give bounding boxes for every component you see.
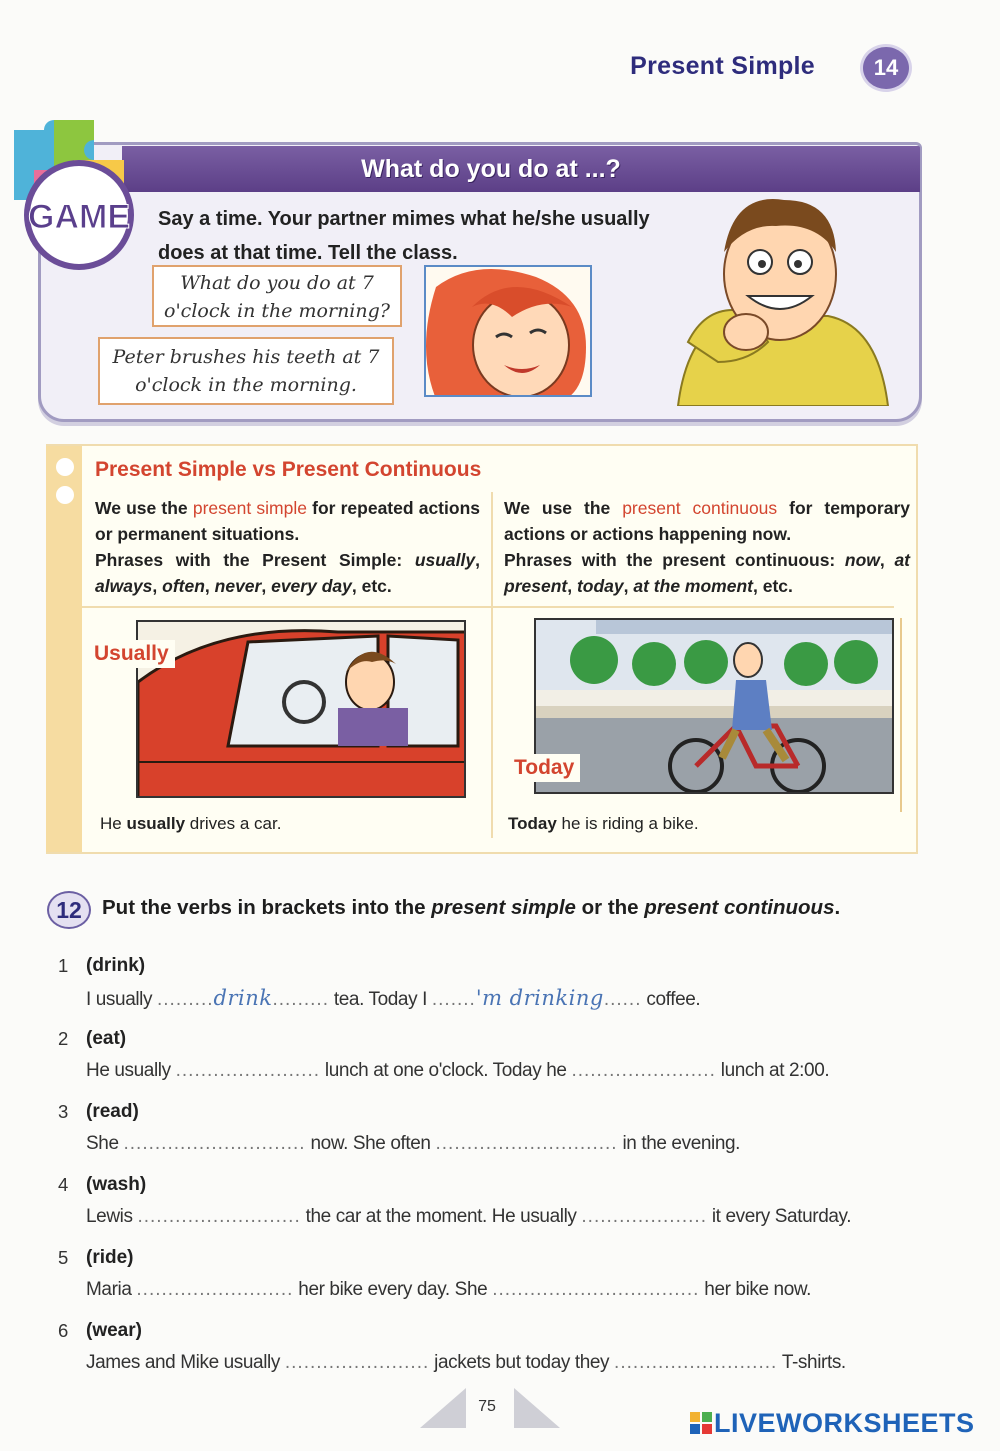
answer-blank[interactable]: ......................... xyxy=(136,1279,294,1300)
game-heading: What do you do at ...? xyxy=(361,154,621,183)
answer-blank[interactable]: ............................. xyxy=(123,1133,306,1154)
answer-blank[interactable]: ....................... xyxy=(284,1352,430,1373)
item-number: 2 xyxy=(58,1028,69,1049)
item-number: 3 xyxy=(58,1101,69,1122)
answer-blank[interactable]: 'm drinking xyxy=(475,986,604,1010)
item-verb: (wear) xyxy=(86,1320,142,1341)
speech-bubble-answer: Peter brushes his teeth at 7 o'clock in the morning. xyxy=(98,337,394,405)
game-banner xyxy=(122,146,920,192)
item-verb: (read) xyxy=(86,1101,139,1122)
exercise-sentence: Maria ......................... her bike every day. She ................................. her bike now. xyxy=(86,1279,812,1300)
footer-decoration-left xyxy=(420,1388,470,1428)
girl-illustration xyxy=(424,265,592,397)
exercise-sentence: She ............................. now. She often ............................. in the evening. xyxy=(86,1133,741,1154)
exercise-sentence: Lewis .......................... the car at the moment. He usually .................... it every Saturday. xyxy=(86,1206,852,1227)
game-instructions: Say a time. Your partner mimes what he/she usually does at that time. Tell the class. xyxy=(158,208,650,264)
item-number: 1 xyxy=(58,955,69,976)
row-divider xyxy=(82,606,894,608)
man-riding-bike-illustration xyxy=(534,618,894,794)
decorative-dot xyxy=(56,458,74,476)
liveworksheets-watermark[interactable]: LIVEWORKSHEETS xyxy=(690,1408,975,1439)
decorative-dot xyxy=(56,486,74,504)
answer-blank[interactable]: ............................. xyxy=(435,1133,618,1154)
unit-title: Present Simple xyxy=(630,52,815,80)
exercise-sentence: James and Mike usually ....................... jackets but today they .......................... T-shirts. xyxy=(86,1352,846,1373)
answer-blank[interactable]: .......................... xyxy=(614,1352,778,1373)
liveworksheets-logo-icon xyxy=(690,1410,712,1432)
exercise-instruction: Put the verbs in brackets into the present simple or the present continuous. xyxy=(102,896,841,919)
caption-usually: He usually drives a car. xyxy=(100,814,282,833)
game-puzzle-logo xyxy=(4,100,154,270)
speech-bubble-question: What do you do at 7 o'clock in the morning? xyxy=(152,265,402,327)
column-divider xyxy=(491,492,493,838)
item-number: 5 xyxy=(58,1247,69,1268)
man-driving-car-illustration xyxy=(136,620,466,798)
exercise-number-badge: 12 xyxy=(47,891,91,929)
item-number: 4 xyxy=(58,1174,69,1195)
exercise-sentence: I usually .........drink......... tea. Today I .......'m drinking...... coffee. xyxy=(86,986,701,1010)
item-verb: (drink) xyxy=(86,955,146,976)
item-verb: (eat) xyxy=(86,1028,127,1049)
unit-number-badge: 14 xyxy=(860,44,912,92)
caption-today: Today he is riding a bike. xyxy=(508,814,699,833)
grammar-title: Present Simple vs Present Continuous xyxy=(95,458,482,481)
exercise-sentence: He usually ....................... lunch at one o'clock. Today he ....................... lunch at 2:00. xyxy=(86,1060,830,1081)
grammar-side-strip xyxy=(46,446,82,852)
label-today: Today xyxy=(508,754,580,782)
item-number: 6 xyxy=(58,1320,69,1341)
answer-blank[interactable]: ................................. xyxy=(492,1279,700,1300)
boy-brushing-teeth-illustration xyxy=(668,192,898,406)
item-verb: (ride) xyxy=(86,1247,134,1268)
answer-blank[interactable]: .......................... xyxy=(137,1206,301,1227)
label-usually: Usually xyxy=(88,640,175,668)
present-simple-explanation: We use the present simple for repeated actions or permanent situations. Phrases with the Present Simple: usually, always, often, never, every day, etc. xyxy=(95,498,480,596)
page-number: 75 xyxy=(478,1398,496,1415)
game-logo-text: GAME xyxy=(28,198,130,236)
panel-edge xyxy=(900,618,902,812)
present-continuous-explanation: We use the present continuous for temporary actions or actions happening now. Phrases with the present continuous: now, at present, today, at the moment, etc. xyxy=(504,498,910,596)
answer-blank[interactable]: ....................... xyxy=(175,1060,321,1081)
answer-blank[interactable]: .................... xyxy=(581,1206,707,1227)
footer-decoration-right xyxy=(510,1388,560,1428)
answer-blank[interactable]: ....................... xyxy=(571,1060,716,1081)
item-verb: (wash) xyxy=(86,1174,147,1195)
answer-blank[interactable]: drink xyxy=(213,986,273,1010)
